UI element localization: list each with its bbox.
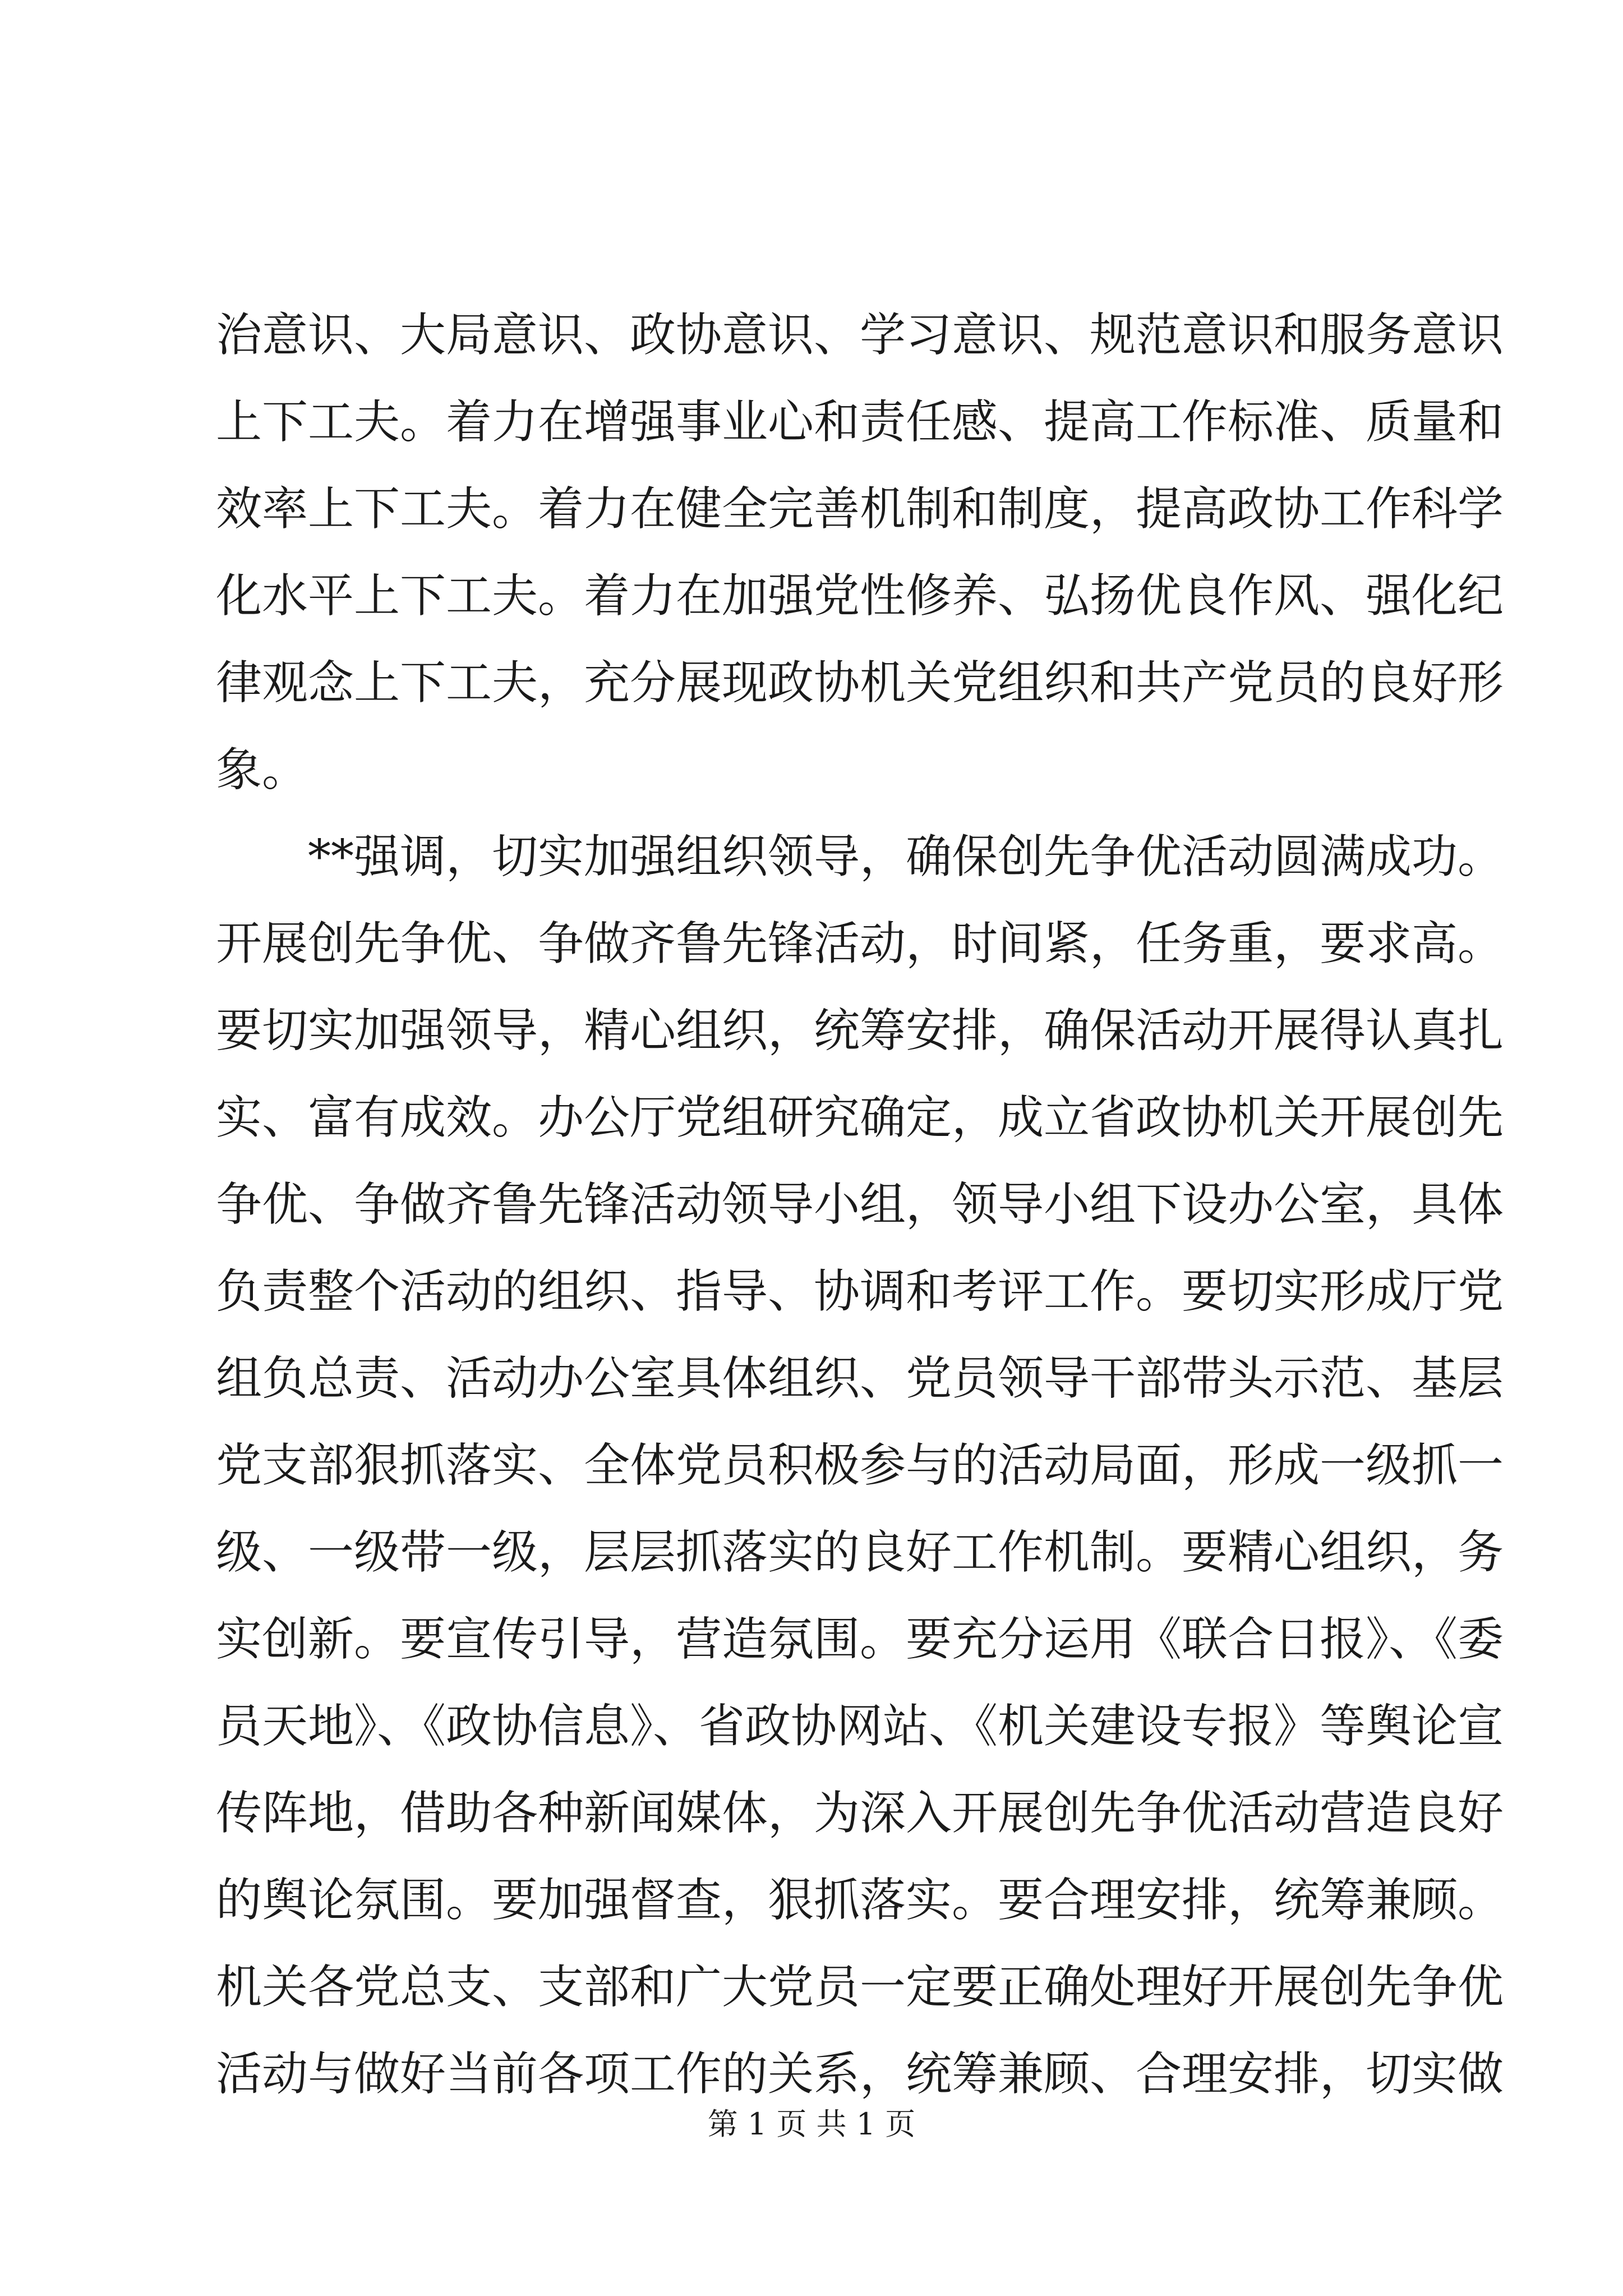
text-line: 上下工夫。着力在增强事业心和责任感、提高工作标准、质量和 bbox=[216, 395, 1504, 449]
text-line: 实、富有成效。办公厅党组研究确定，成立省政协机关开展创先 bbox=[216, 1091, 1504, 1144]
text-line: 化水平上下工夫。着力在加强党性修养、弘扬优良作风、强化纪 bbox=[216, 569, 1504, 623]
document-body bbox=[216, 292, 1504, 2118]
text-line: 实创新。要宣传引导，营造氛围。要充分运用《联合日报》、《委 bbox=[216, 1613, 1504, 1666]
text-line: 象。 bbox=[216, 743, 308, 797]
text-line: 传阵地，借助各种新闻媒体，为深入开展创先争优活动营造良好 bbox=[216, 1787, 1504, 1840]
paragraph-1 bbox=[216, 292, 1504, 813]
text-line: 效率上下工夫。着力在健全完善机制和制度，提高政协工作科学 bbox=[216, 482, 1504, 536]
text-line: 级、一级带一级，层层抓落实的良好工作机制。要精心组织，务 bbox=[216, 1526, 1504, 1579]
page-number-label: 第 1 页 共 1 页 bbox=[707, 2106, 916, 2142]
text-line: 争优、争做齐鲁先锋活动领导小组，领导小组下设办公室，具体 bbox=[216, 1178, 1504, 1231]
text-line: 活动与做好当前各项工作的关系，统筹兼顾、合理安排，切实做 bbox=[216, 2047, 1504, 2101]
text-line: 开展创先争优、争做齐鲁先锋活动，时间紧，任务重，要求高。 bbox=[216, 917, 1504, 970]
text-line: 治意识、大局意识、政协意识、学习意识、规范意识和服务意识 bbox=[216, 309, 1504, 362]
text-line: **强调，切实加强组织领导，确保创先争优活动圆满成功。 bbox=[216, 830, 1504, 884]
text-line: 律观念上下工夫，充分展现政协机关党组织和共产党员的良好形 bbox=[216, 656, 1504, 710]
text-line: 的舆论氛围。要加强督查，狠抓落实。要合理安排，统筹兼顾。 bbox=[216, 1874, 1504, 1927]
text-line: 负责整个活动的组织、指导、协调和考评工作。要切实形成厅党 bbox=[216, 1265, 1504, 1318]
text-line: 党支部狠抓落实、全体党员积极参与的活动局面，形成一级抓一 bbox=[216, 1439, 1504, 1492]
paragraph-2 bbox=[216, 813, 1504, 2118]
page-footer bbox=[0, 2105, 1623, 2144]
text-line: 员天地》、《政协信息》、省政协网站、《机关建设专报》等舆论宣 bbox=[216, 1700, 1504, 1753]
text-line: 机关各党总支、支部和广大党员一定要正确处理好开展创先争优 bbox=[216, 1961, 1504, 2014]
text-line: 组负总责、活动办公室具体组织、党员领导干部带头示范、基层 bbox=[216, 1352, 1504, 1405]
text-line: 要切实加强领导，精心组织，统筹安排，确保活动开展得认真扎 bbox=[216, 1004, 1504, 1057]
